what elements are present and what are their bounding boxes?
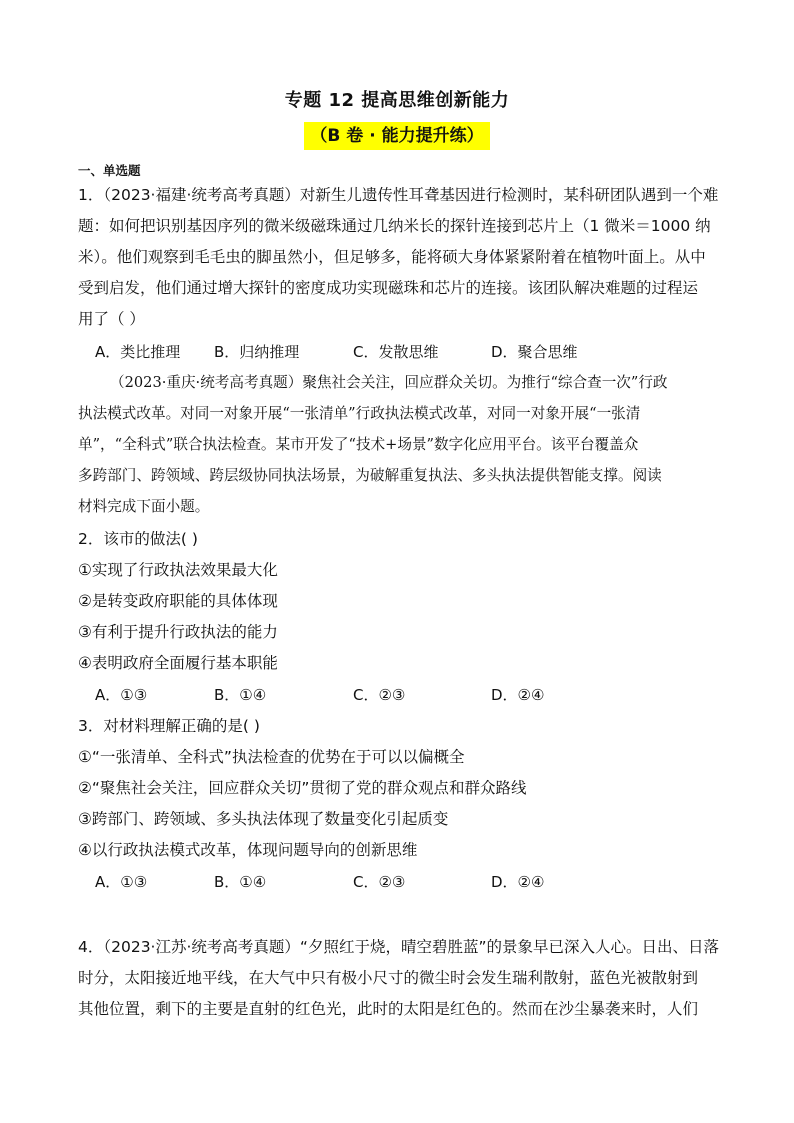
q1-line-2: 题：如何把识别基因序列的微米级磁珠通过几纳米长的探针连接到芯片上（1 微米＝1000 纳	[78, 217, 711, 235]
material-line-4: 多跨部门、跨领域、跨层级协同执法场景，为破解重复执法、多头执法提供智能支撑。阅读	[78, 467, 662, 484]
q2-option-d[interactable]: D．②④	[491, 686, 545, 704]
q3-item-2: ②“聚焦社会关注，回应群众关切”贯彻了党的群众观点和群众路线	[78, 779, 527, 797]
page-title: 专题 12 提高思维创新能力	[284, 90, 510, 111]
q3-option-c[interactable]: C．②③	[353, 873, 406, 891]
q3-item-1: ①“一张清单、全科式”执法检查的优势在于可以以偏概全	[78, 748, 465, 766]
q4-line-3: 其他位置，剩下的主要是直射的红色光，此时的太阳是红色的。然而在沙尘暴袭来时，人们	[78, 1000, 699, 1018]
q1-option-a[interactable]: A．类比推理	[95, 343, 181, 361]
q1-option-d[interactable]: D．聚合思维	[491, 343, 578, 361]
q2-item-4: ④表明政府全面履行基本职能	[78, 654, 278, 672]
material-line-1: （2023·重庆·统考高考真题）聚焦社会关注，回应群众关切。为推行“综合查一次”行政	[110, 374, 668, 391]
q1-option-c[interactable]: C．发散思维	[353, 343, 439, 361]
subtitle-wrapper	[0, 122, 794, 150]
q4-line-2: 时分，太阳接近地平线，在大气中只有极小尺寸的微尘时会发生瑞利散射，蓝色光被散射到	[78, 969, 699, 987]
q3-option-a[interactable]: A．①③	[95, 873, 148, 891]
q3-option-b[interactable]: B．①④	[214, 873, 267, 891]
q2-item-1: ①实现了行政执法效果最大化	[78, 561, 278, 579]
q1-line-3: 米）。他们观察到毛毛虫的脚虽然小，但足够多，能将硕大身体紧紧附着在植物叶面上。从中	[78, 248, 706, 266]
q1-line-5: 用了（ ）	[78, 310, 145, 328]
q2-option-b[interactable]: B．①④	[214, 686, 267, 704]
q4-line-1: 4．（2023·江苏·统考高考真题）“夕照红于烧，晴空碧胜蓝”的景象早已深入人心。日出、日落	[78, 938, 719, 956]
q3-option-d[interactable]: D．②④	[491, 873, 545, 891]
q2-item-2: ②是转变政府职能的具体体现	[78, 592, 278, 610]
page-subtitle-highlight: （B 卷 · 能力提升练）	[304, 122, 489, 150]
q2-option-c[interactable]: C．②③	[353, 686, 406, 704]
q2-stem: 2．该市的做法( )	[78, 530, 198, 548]
material-line-2: 执法模式改革。对同一对象开展“一张清单”行政执法模式改革，对同一对象开展“一张清	[78, 405, 641, 422]
q1-line-1: 1．（2023·福建·统考高考真题）对新生儿遗传性耳聋基因进行检测时，某科研团队遇到一个难	[78, 186, 719, 204]
q3-item-3: ③跨部门、跨领域、多头执法体现了数量变化引起质变	[78, 810, 449, 828]
material-line-3: 单”，“全科式”联合执法检查。某市开发了“技术+场景”数字化应用平台。该平台覆盖众	[78, 436, 639, 453]
q2-item-3: ③有利于提升行政执法的能力	[78, 623, 278, 641]
material-line-5: 材料完成下面小题。	[78, 498, 210, 515]
q1-option-b[interactable]: B．归纳推理	[214, 343, 300, 361]
q2-option-a[interactable]: A．①③	[95, 686, 148, 704]
q3-stem: 3．对材料理解正确的是( )	[78, 717, 260, 735]
q1-line-4: 受到启发，他们通过增大探针的密度成功实现磁珠和芯片的连接。该团队解决难题的过程运	[78, 279, 699, 297]
section-heading: 一、单选题	[78, 163, 141, 178]
q3-item-4: ④以行政执法模式改革，体现问题导向的创新思维	[78, 841, 418, 859]
